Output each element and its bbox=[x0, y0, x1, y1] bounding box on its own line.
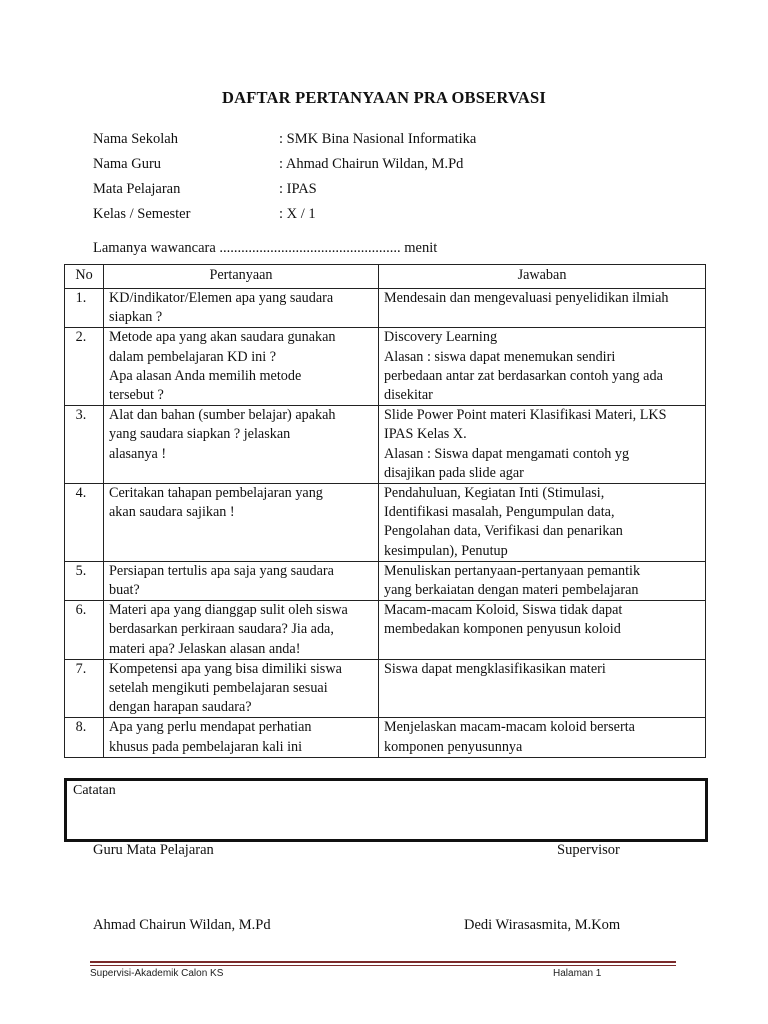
answer-cell bbox=[379, 561, 706, 600]
answer-line: Menjelaskan macam-macam koloid berserta bbox=[384, 719, 635, 736]
answer-line: disekitar bbox=[384, 387, 433, 404]
question-table bbox=[64, 264, 706, 758]
row-number: 4. bbox=[65, 484, 104, 562]
answer-line: Menuliskan pertanyaan-pertanyaan pemantik bbox=[384, 562, 641, 579]
answer-line: membedakan komponen penyusun koloid bbox=[384, 621, 621, 638]
table-row bbox=[65, 289, 706, 328]
question-line: Persiapan tertulis apa saja yang saudara bbox=[109, 562, 334, 579]
question-cell bbox=[104, 561, 379, 600]
question-cell bbox=[104, 659, 379, 718]
question-line: yang saudara siapkan ? jelaskan bbox=[109, 426, 291, 443]
question-line: Materi apa yang dianggap sulit oleh siswa bbox=[109, 602, 348, 619]
question-line: tersebut ? bbox=[109, 387, 164, 404]
table-row bbox=[65, 718, 706, 757]
question-line: akan saudara sajikan ! bbox=[109, 504, 235, 521]
answer-line: Discovery Learning bbox=[384, 329, 498, 346]
interview-duration: Lamanya wawancara .................................................. menit bbox=[93, 240, 438, 256]
answer-cell bbox=[379, 406, 706, 484]
answer-line: IPAS Kelas X. bbox=[384, 426, 467, 443]
answer-line: Pendahuluan, Kegiatan Inti (Stimulasi, bbox=[384, 485, 605, 502]
header-no: No bbox=[65, 265, 104, 289]
row-number: 3. bbox=[65, 406, 104, 484]
question-cell bbox=[104, 406, 379, 484]
footer-left-text: Supervisi-Akademik Calon KS bbox=[90, 968, 224, 979]
row-number: 8. bbox=[65, 718, 104, 757]
question-cell bbox=[104, 601, 379, 660]
answer-line: kesimpulan), Penutup bbox=[384, 542, 508, 559]
question-line: dalam pembelajaran KD ini ? bbox=[109, 348, 277, 365]
question-line: Metode apa yang akan saudara gunakan bbox=[109, 329, 336, 346]
row-number: 6. bbox=[65, 601, 104, 660]
row-number: 5. bbox=[65, 561, 104, 600]
signature-name-supervisor: Dedi Wirasasmita, M.Kom bbox=[464, 917, 621, 933]
table-row bbox=[65, 484, 706, 562]
question-line: alasanya ! bbox=[109, 445, 167, 462]
header-question: Pertanyaan bbox=[104, 265, 379, 289]
info-label: Nama Sekolah bbox=[93, 131, 178, 147]
question-cell bbox=[104, 484, 379, 562]
question-line: berdasarkan perkiraan saudara? Jia ada, bbox=[109, 621, 334, 638]
answer-cell bbox=[379, 718, 706, 757]
answer-line: Mendesain dan mengevaluasi penyelidikan ilmiah bbox=[384, 290, 669, 306]
question-cell bbox=[104, 289, 379, 328]
question-line: dengan harapan saudara? bbox=[109, 699, 252, 716]
signature-name-teacher: Ahmad Chairun Wildan, M.Pd bbox=[93, 917, 271, 933]
answer-line: perbedaan antar zat berdasarkan contoh yang ada bbox=[384, 367, 663, 384]
info-value: : X / 1 bbox=[279, 206, 316, 222]
notes-box bbox=[64, 778, 708, 842]
question-line: Ceritakan tahapan pembelajaran yang bbox=[109, 485, 323, 502]
answer-line: komponen penyusunnya bbox=[384, 738, 523, 755]
answer-line: disajikan pada slide agar bbox=[384, 464, 524, 481]
footer-rule-thin bbox=[90, 965, 676, 966]
answer-line: Macam-macam Koloid, Siswa tidak dapat bbox=[384, 602, 623, 619]
question-cell bbox=[104, 718, 379, 757]
answer-line: Identifikasi masalah, Pengumpulan data, bbox=[384, 504, 615, 521]
answer-line: Siswa dapat mengklasifikasikan materi bbox=[384, 660, 606, 677]
table-row bbox=[65, 328, 706, 406]
row-number: 2. bbox=[65, 328, 104, 406]
table-row bbox=[65, 659, 706, 718]
table-header-row bbox=[65, 265, 706, 289]
question-line: materi apa? Jelaskan alasan anda! bbox=[109, 640, 301, 657]
header-answer: Jawaban bbox=[379, 265, 706, 289]
question-cell bbox=[104, 328, 379, 406]
question-line: Alat dan bahan (sumber belajar) apakah bbox=[109, 407, 336, 424]
signature-role-supervisor: Supervisor bbox=[557, 842, 620, 858]
question-line: buat? bbox=[109, 582, 140, 599]
answer-cell bbox=[379, 659, 706, 718]
answer-line: Alasan : Siswa dapat mengamati contoh yg bbox=[384, 445, 630, 462]
answer-line: Alasan : siswa dapat menemukan sendiri bbox=[384, 348, 616, 365]
info-value: : SMK Bina Nasional Informatika bbox=[279, 131, 477, 147]
notes-label: Catatan bbox=[73, 783, 116, 798]
signature-role-teacher: Guru Mata Pelajaran bbox=[93, 842, 214, 858]
info-value: : Ahmad Chairun Wildan, M.Pd bbox=[279, 156, 464, 172]
footer-page-number: Halaman 1 bbox=[553, 968, 602, 979]
answer-line: Pengolahan data, Verifikasi dan penarikan bbox=[384, 523, 623, 540]
table-body bbox=[65, 289, 706, 758]
answer-line: Slide Power Point materi Klasifikasi Materi, LKS bbox=[384, 407, 667, 424]
info-value: : IPAS bbox=[279, 181, 317, 197]
table-row bbox=[65, 601, 706, 660]
question-line: Kompetensi apa yang bisa dimiliki siswa bbox=[109, 660, 342, 677]
row-number: 1. bbox=[65, 289, 104, 328]
question-line: Apa alasan Anda memilih metode bbox=[109, 367, 302, 384]
answer-line: yang berkaiatan dengan materi pembelajaran bbox=[384, 582, 639, 599]
answer-cell bbox=[379, 484, 706, 562]
info-label: Mata Pelajaran bbox=[93, 181, 181, 197]
table-row bbox=[65, 561, 706, 600]
answer-cell bbox=[379, 289, 706, 328]
question-line: Apa yang perlu mendapat perhatian bbox=[109, 719, 312, 736]
answer-cell bbox=[379, 328, 706, 406]
question-line: siapkan ? bbox=[109, 309, 163, 326]
info-label: Kelas / Semester bbox=[93, 206, 191, 222]
row-number: 7. bbox=[65, 659, 104, 718]
question-line: KD/indikator/Elemen apa yang saudara bbox=[109, 290, 334, 306]
question-line: khusus pada pembelajaran kali ini bbox=[109, 738, 303, 755]
answer-cell bbox=[379, 601, 706, 660]
info-label: Nama Guru bbox=[93, 156, 162, 172]
table-row bbox=[65, 406, 706, 484]
question-line: setelah mengikuti pembelajaran sesuai bbox=[109, 680, 328, 697]
footer-rule bbox=[90, 961, 676, 963]
document-title: DAFTAR PERTANYAAN PRA OBSERVASI bbox=[222, 88, 546, 107]
